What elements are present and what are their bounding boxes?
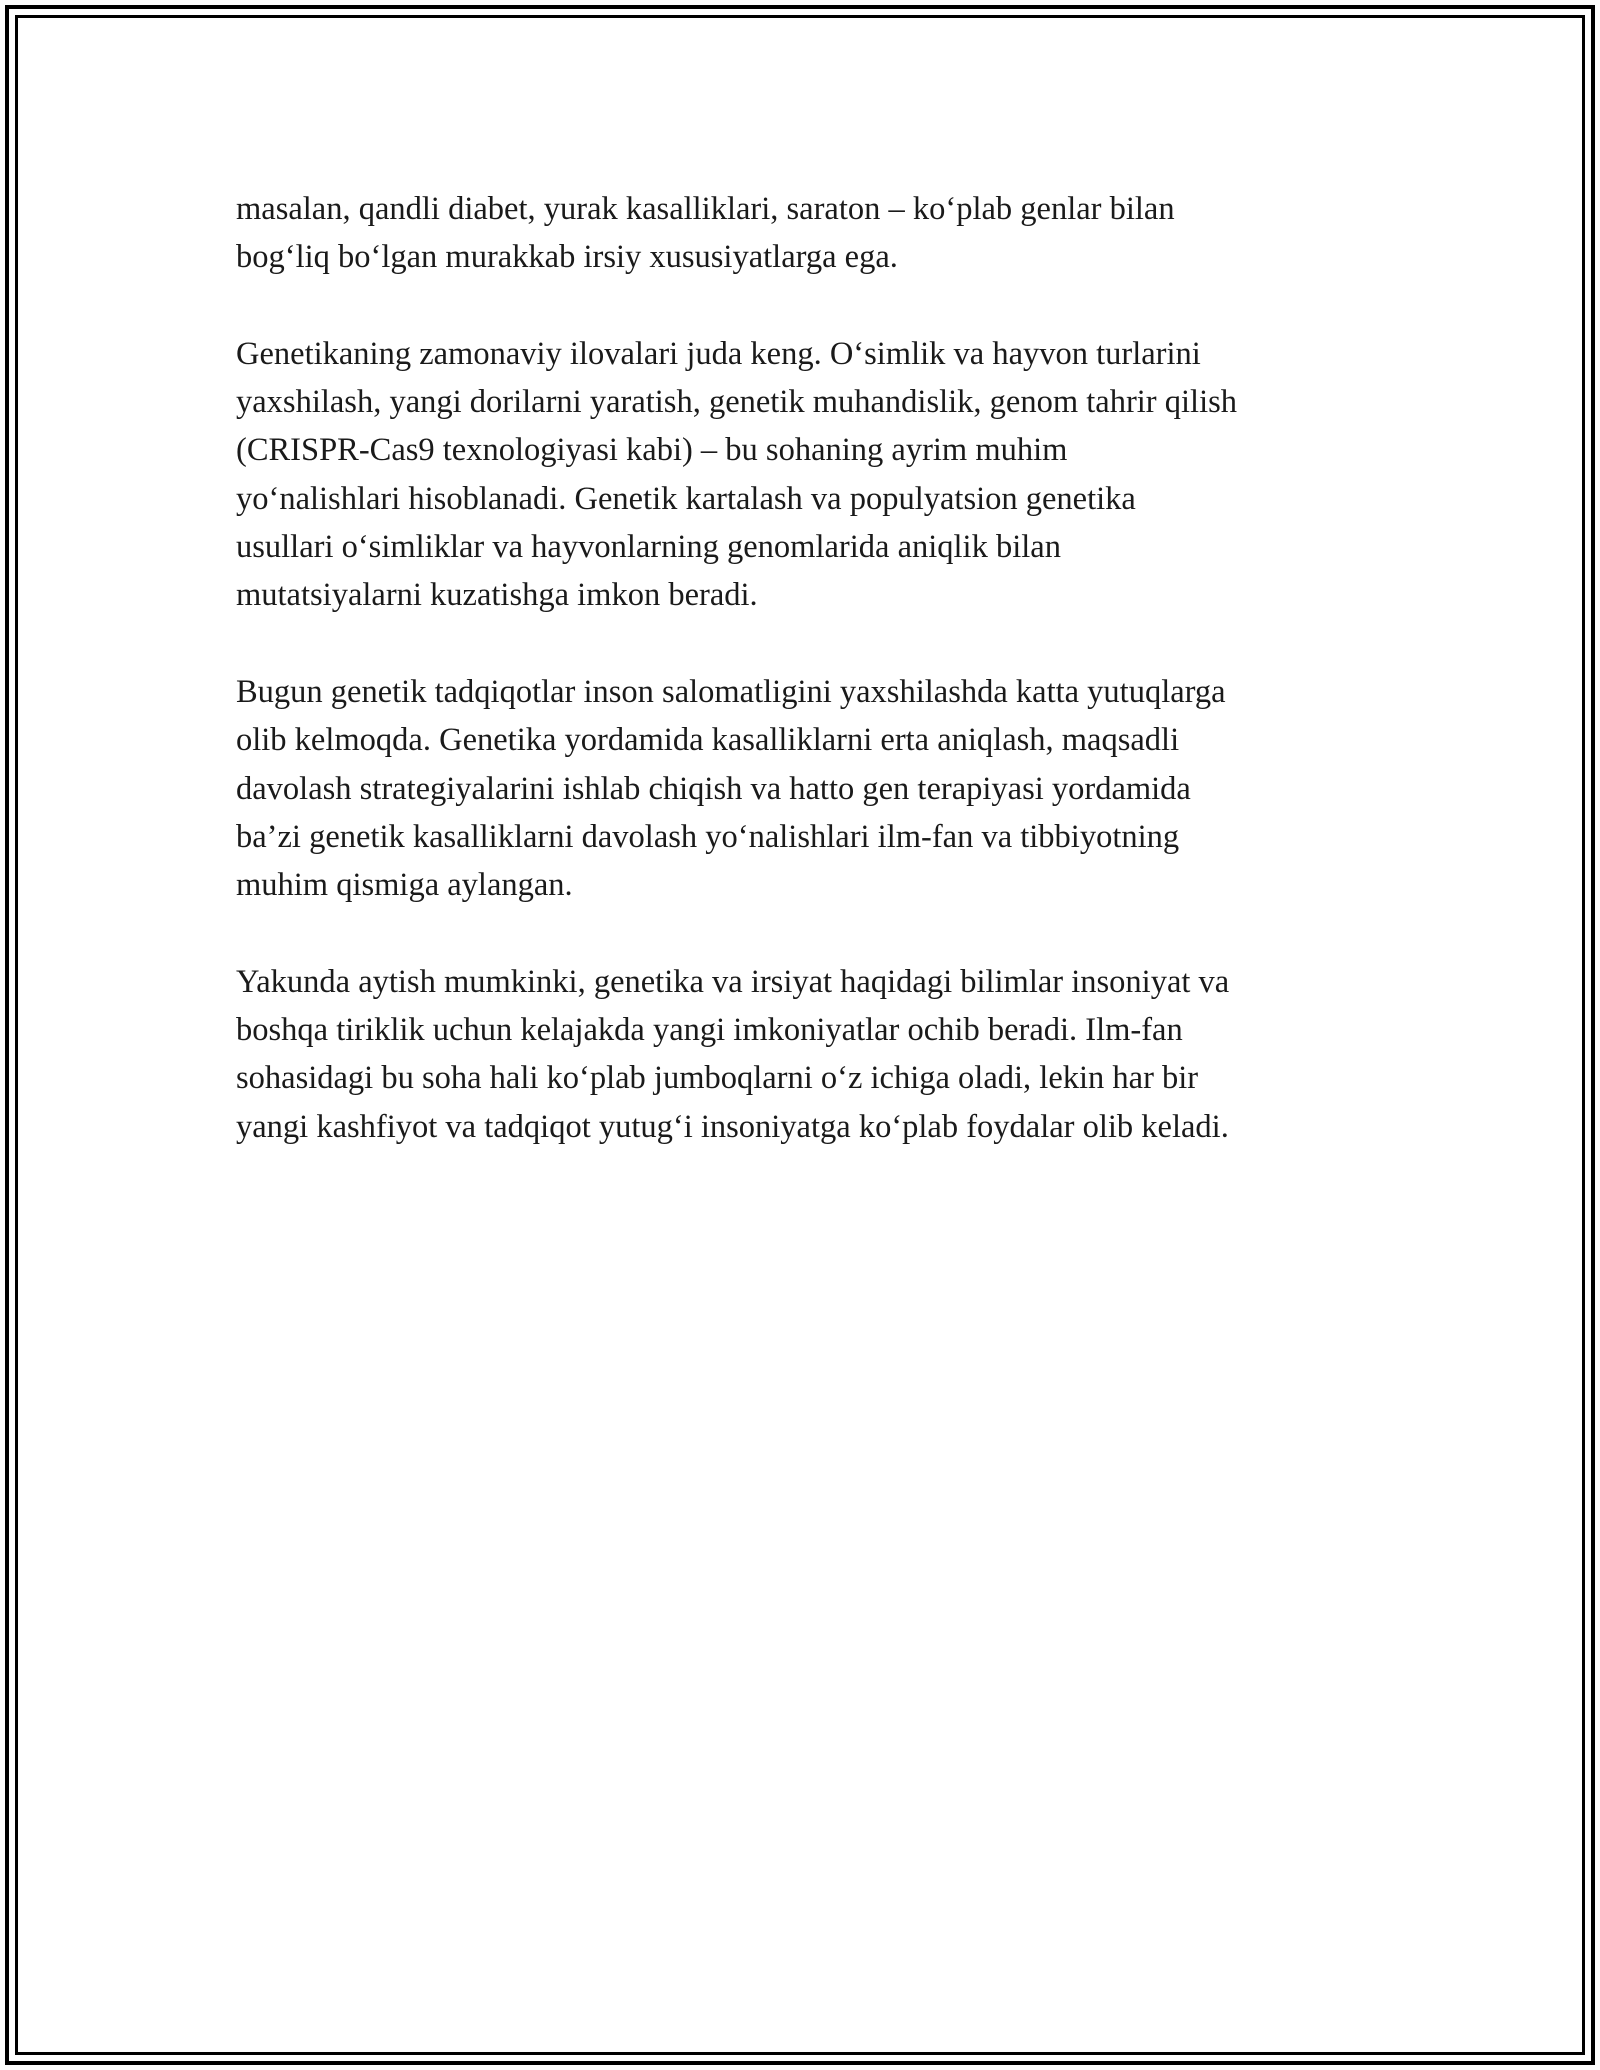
- text-line: Bugun genetik tadqiqotlar inson salomatligini yaxshilashda katta yutuqlarga: [236, 673, 1226, 710]
- text-line: olib kelmoqda. Genetika yordamida kasalliklarni erta aniqlash, maqsadli: [236, 722, 1180, 759]
- document-body: [236, 185, 1376, 1199]
- text-line: ba’zi genetik kasalliklarni davolash yo‘nalishlari ilm-fan va tibbiyotning: [236, 818, 1180, 855]
- text-line: sohasidagi bu soha hali ko‘plab jumboqlarni o‘z ichiga oladi, lekin har bir: [236, 1060, 1199, 1097]
- text-line: muhim qismiga aylangan.: [236, 867, 573, 904]
- paragraph-4: [236, 958, 1376, 1151]
- text-line: boshqa tiriklik uchun kelajakda yangi imkoniyatlar ochib beradi. Ilm-fan: [236, 1012, 1183, 1049]
- text-line: yo‘nalishlari hisoblanadi. Genetik kartalash va populyatsion genetika: [236, 480, 1136, 517]
- text-line: yangi kashfiyot va tadqiqot yutug‘i insoniyatga ko‘plab foydalar olib keladi.: [236, 1108, 1229, 1145]
- paragraph-2: [236, 330, 1376, 620]
- text-line: Yakunda aytish mumkinki, genetika va irsiyat haqidagi bilimlar insoniyat va: [236, 963, 1230, 1000]
- text-line: Genetikaning zamonaviy ilovalari juda keng. O‘simlik va hayvon turlarini: [236, 335, 1201, 372]
- text-line: usullari o‘simliklar va hayvonlarning genomlarida aniqlik bilan: [236, 529, 1061, 566]
- text-line: bog‘liq bo‘lgan murakkab irsiy xususiyatlarga ega.: [236, 239, 898, 276]
- text-line: mutatsiyalarni kuzatishga imkon beradi.: [236, 577, 758, 614]
- text-line: masalan, qandli diabet, yurak kasalliklari, saraton – ko‘plab genlar bilan: [236, 191, 1175, 227]
- paragraph-3: [236, 668, 1376, 909]
- text-line: yaxshilash, yangi dorilarni yaratish, genetik muhandislik, genom tahrir qilish: [236, 384, 1237, 421]
- paragraph-1: [236, 185, 1376, 282]
- text-line: davolash strategiyalarini ishlab chiqish va hatto gen terapiyasi yordamida: [236, 770, 1191, 807]
- text-line: (CRISPR-Cas9 texnologiyasi kabi) – bu sohaning ayrim muhim: [236, 432, 1068, 469]
